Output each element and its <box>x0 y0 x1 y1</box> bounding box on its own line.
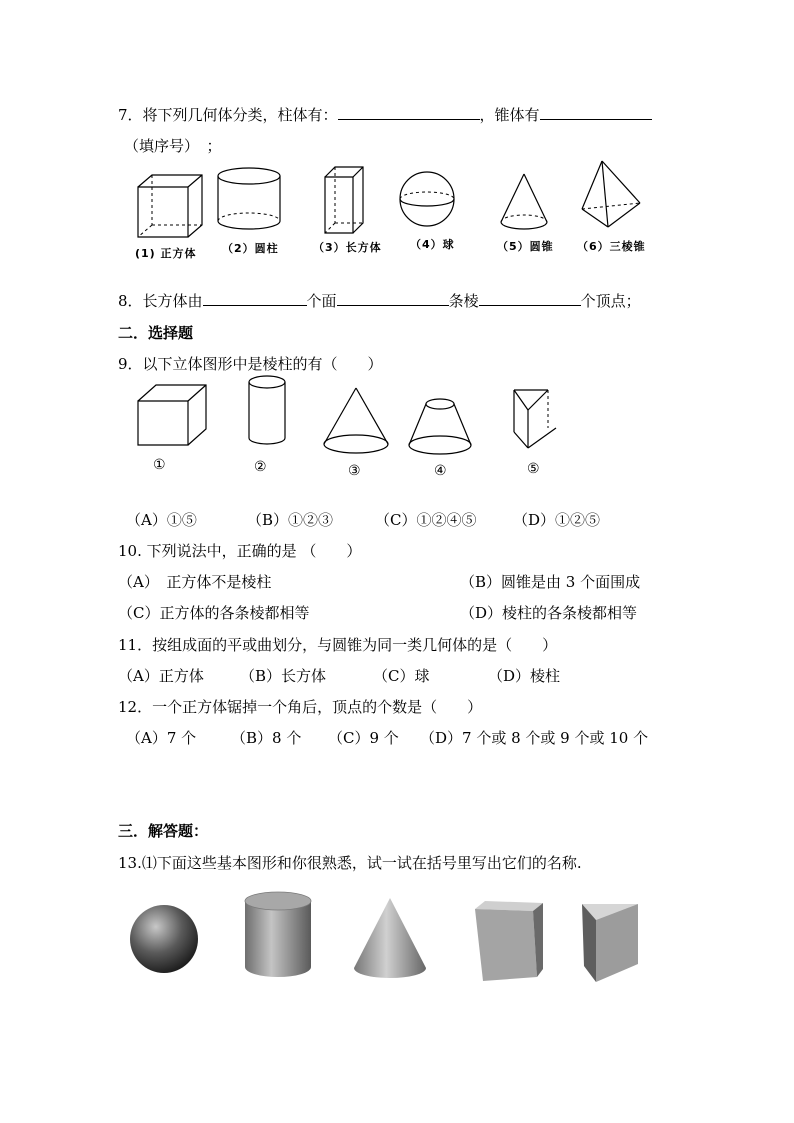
q7-cone-figure <box>499 172 549 232</box>
q7-text-a: 7．将下列几何体分类，柱体有： <box>118 106 338 124</box>
q8-blank-vertices[interactable] <box>479 291 581 306</box>
q8-blank-edges[interactable] <box>337 291 449 306</box>
q9-frustum-figure <box>407 395 473 457</box>
q7-label-2: （2）圆柱 <box>222 242 279 255</box>
q7-tetrahedron-figure <box>580 159 642 231</box>
q9-fig-label-5: ⑤ <box>527 461 540 477</box>
section-3-heading: 三．解答题： <box>118 822 209 840</box>
q7-label-3: （3）长方体 <box>313 241 382 254</box>
q8-text-a: 8．长方体由 <box>118 292 203 310</box>
q13-cube-figure <box>471 899 547 983</box>
q9-option-c[interactable]: （C）①②④⑤ <box>375 511 477 529</box>
q7-blank-pyramid[interactable] <box>540 105 652 120</box>
q13-cylinder-figure <box>243 891 313 979</box>
q7-cube-figure <box>136 173 206 239</box>
q7-label-6: （6）三棱锥 <box>577 240 646 253</box>
q9-fig-label-3: ③ <box>348 463 361 479</box>
q7-line2: （填序号） ； <box>124 137 222 155</box>
q12-stem: 12．一个正方体锯掉一个角后，顶点的个数是（ ） <box>118 698 483 716</box>
q11-option-c[interactable]: （C）球 <box>373 667 430 685</box>
q7-label-1: (1) 正方体 <box>135 247 197 260</box>
q11-stem: 11．按组成面的平或曲划分，与圆锥为同一类几何体的是（ ） <box>118 636 558 654</box>
q12-option-d[interactable]: （D）7 个或 8 个或 9 个或 10 个 <box>420 729 649 747</box>
section-2-heading: 二．选择题 <box>118 324 194 342</box>
q8-text-c: 条棱 <box>448 292 479 310</box>
q13-stem: 13.⑴下面这些基本图形和你很熟悉，试一试在括号里写出它们的名称. <box>118 854 582 872</box>
q12-option-a[interactable]: （A）7 个 <box>126 729 197 747</box>
q11-option-a[interactable]: （A）正方体 <box>118 667 204 685</box>
q11-option-b[interactable]: （B）长方体 <box>240 667 327 685</box>
q10-option-a[interactable]: （A） 正方体不是棱柱 <box>118 573 272 591</box>
q8-text-d: 个顶点； <box>580 292 641 310</box>
q10-stem: 10. 下列说法中，正确的是 （ ） <box>118 542 362 560</box>
q12-option-b[interactable]: （B）8 个 <box>231 729 302 747</box>
q9-option-a[interactable]: （A）①⑤ <box>126 511 197 529</box>
q9-cylinder-figure <box>247 374 287 446</box>
q9-option-b[interactable]: （B）①②③ <box>247 511 334 529</box>
q8-line <box>118 290 641 311</box>
q11-option-d[interactable]: （D）棱柱 <box>488 667 561 685</box>
q9-option-d[interactable]: （D）①②⑤ <box>513 511 601 529</box>
q7-text-b: ，锥体有 <box>479 106 540 124</box>
q13-sphere-figure <box>129 904 199 974</box>
q9-cone-figure <box>322 386 390 456</box>
q7-label-5: （5）圆锥 <box>497 240 554 253</box>
q7-line1 <box>118 104 652 125</box>
q8-text-b: 个面 <box>306 292 337 310</box>
q7-blank-prism[interactable] <box>338 105 480 120</box>
q10-option-d[interactable]: （D）棱柱的各条棱都相等 <box>460 604 638 622</box>
q9-stem: 9．以下立体图形中是棱柱的有（ ） <box>118 355 383 373</box>
q7-cuboid-figure <box>323 165 365 235</box>
q10-option-b[interactable]: （B）圆锥是由 3 个面围成 <box>460 573 641 591</box>
q7-cylinder-figure <box>216 166 282 232</box>
q7-sphere-figure <box>398 170 456 228</box>
q9-triangular-prism-figure <box>512 388 558 452</box>
q12-option-c[interactable]: （C）9 个 <box>328 729 399 747</box>
q9-fig-label-4: ④ <box>434 463 447 479</box>
q9-fig-label-1: ① <box>153 457 166 473</box>
q13-cone-figure <box>352 896 428 980</box>
q7-label-4: （4）球 <box>410 238 455 251</box>
q10-option-c[interactable]: （C）正方体的各条棱都相等 <box>118 604 310 622</box>
q9-fig-label-2: ② <box>254 459 267 475</box>
q13-triangular-prism-figure <box>578 902 642 984</box>
q9-cuboid-figure <box>136 383 208 447</box>
q8-blank-faces[interactable] <box>203 291 307 306</box>
